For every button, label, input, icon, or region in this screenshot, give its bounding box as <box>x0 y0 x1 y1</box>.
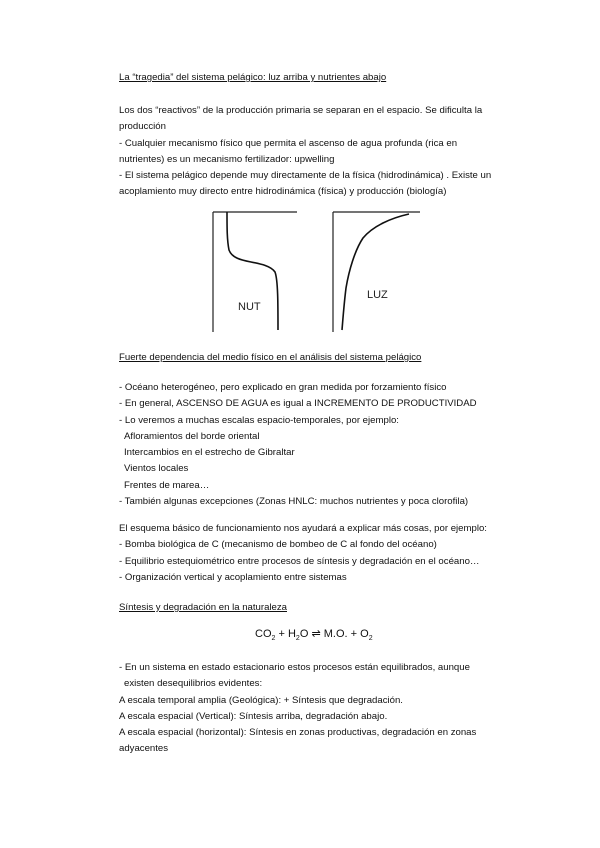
eq-co2-subscript: 2 <box>271 635 276 643</box>
paragraph-line: A escala temporal amplia (Geológica): + Síntesis que degradación. <box>119 694 403 706</box>
paragraph-line: nutrientes) es un mecanismo fertilizador: upwelling <box>119 153 335 165</box>
bullet-line: - Lo veremos a muchas escalas espacio-temporales, por ejemplo: <box>119 414 399 426</box>
paragraph-line: - El sistema pelágico depende muy directamente de la física (hidrodinámica) . Existe un <box>119 170 492 182</box>
paragraph-line: El esquema básico de funcionamiento nos ayudará a explicar más cosas, por ejemplo: <box>119 523 487 534</box>
section-sintesis <box>119 600 519 616</box>
eq-o2-subscript: 2 <box>368 635 373 643</box>
bullet-line: - Organización vertical y acoplamiento entre sistemas <box>119 571 347 583</box>
paragraph-line: existen desequilibrios evidentes: <box>124 678 263 690</box>
section-dependencia <box>119 350 519 366</box>
nut-luz-profile-figure <box>205 208 425 336</box>
paragraph-line: acoplamiento muy directo entre hidrodinámica (física) y producción (biología) <box>119 186 447 198</box>
eq-co2: CO <box>255 628 272 640</box>
section-tragedia-body <box>119 103 519 201</box>
paragraph-line: A escala espacial (horizontal): Síntesis en zonas productivas, degradación en zonas <box>119 727 477 739</box>
section-tragedia <box>119 70 519 86</box>
eq-plus: + <box>350 628 358 640</box>
bullet-line: - En un sistema en estado estacionario estos procesos están equilibrados, aunque <box>119 662 470 673</box>
paragraph-line: Los dos “reactivos” de la producción primaria se separan en el espacio. Se dificulta la <box>119 105 483 116</box>
nut-label: NUT <box>238 301 261 313</box>
paragraph-line: A escala espacial (Vertical): Síntesis arriba, degradación abajo. <box>119 710 388 722</box>
eq-equilibrium-arrow: ⇌ <box>311 628 321 640</box>
section-dependencia-body <box>119 380 519 510</box>
eq-h2o-h: H <box>287 628 296 640</box>
eq-h2o-o: O <box>299 628 309 640</box>
luz-label: LUZ <box>367 289 388 301</box>
section-esquema <box>119 521 519 586</box>
section-heading-dependencia: Fuerte dependencia del medio físico en el análisis del sistema pelágico <box>119 352 422 363</box>
luz-profile-panel <box>333 212 420 332</box>
eq-plus: + <box>278 628 285 640</box>
example-line: Intercambios en el estrecho de Gibraltar <box>124 447 295 459</box>
paragraph-line: producción <box>119 121 166 133</box>
bullet-line: - Bomba biológica de C (mecanismo de bombeo de C al fondo del océano) <box>119 539 437 551</box>
bullet-line: - Océano heterogéneo, pero explicado en gran medida por forzamiento físico <box>119 382 447 393</box>
eq-o2: O <box>360 628 369 640</box>
section-heading-sintesis: Síntesis y degradación en la naturaleza <box>119 602 287 613</box>
example-line: Afloramientos del borde oriental <box>124 430 260 442</box>
chemical-equation <box>255 626 373 647</box>
luz-profile-curve <box>342 214 409 330</box>
example-line: Vientos locales <box>124 463 189 475</box>
example-line: Frentes de marea… <box>124 479 210 491</box>
bullet-line: - También algunas excepciones (Zonas HNLC: muchos nutrientes y poca clorofila) <box>119 496 469 508</box>
section-sintesis-body <box>119 660 519 758</box>
eq-mo: M.O. <box>323 628 348 640</box>
bullet-line: - En general, ASCENSO DE AGUA es igual a INCREMENTO DE PRODUCTIVIDAD <box>119 398 477 410</box>
section-heading-tragedia: La “tragedia” del sistema pelágico: luz arriba y nutrientes abajo <box>119 72 387 83</box>
paragraph-line: adyacentes <box>119 743 169 755</box>
paragraph-line: - Cualquier mecanismo físico que permita el ascenso de agua profunda (rica en <box>119 137 458 149</box>
eq-h2o-subscript: 2 <box>295 635 300 643</box>
bullet-line: - Equilibrio estequiométrico entre procesos de síntesis y degradación en el océano… <box>119 555 480 567</box>
nut-profile-panel <box>213 212 297 332</box>
